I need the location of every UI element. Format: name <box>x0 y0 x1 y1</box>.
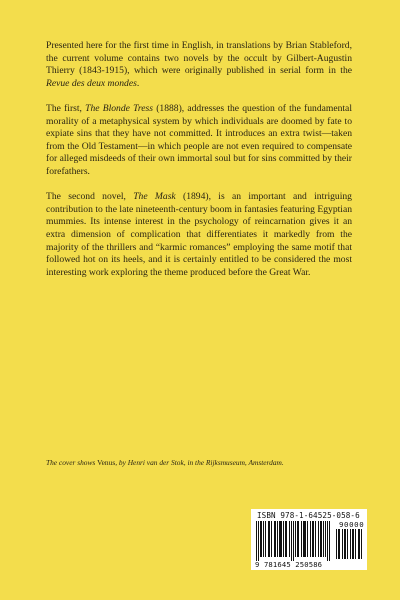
blurb-paragraph-3 <box>46 191 352 279</box>
cover-credit <box>46 458 356 468</box>
isbn-label: ISBN 978-1-64525-058-6 <box>257 511 360 520</box>
novel-title: The Mask <box>133 191 176 203</box>
blurb-text: . <box>136 77 140 89</box>
blurb-text: (1894), is an important and intriguing contribution to the late nineteenth-century boom in fantasies featuring Egyptian mummies. Its intense interest in the psychology of reincarnation gives it an extra dimension of complication that differentiates it markedly from the majority of the thrillers and “karmic romances” employing the same motif that followed hot on its heels, and it is certainly entitled to be considered the most interesting work exploring the theme produced before the Great War. <box>46 191 352 278</box>
blurb-paragraph-1 <box>46 40 352 90</box>
periodical-title: Revue des deux mondes <box>46 77 137 89</box>
addon-barcode-bars <box>335 529 365 559</box>
artwork-title: Venus <box>97 458 116 467</box>
addon-price-digits: 90000 <box>339 520 365 529</box>
blurb-text: (1888), addresses the question of the fundamental morality of a metaphysical system by which individuals are doomed by fate to expiate sins that they have not committed. It introduces an extra twist—taken from the Old Testament—in which people are not even required to compensate for alleged misdeeds of their own immortal soul but for sins committed by their forefathers. <box>46 102 352 177</box>
credit-text: , by Henri van der Stok, in the Rijksmuseum, Amsterdam. <box>115 458 284 467</box>
ean-barcode-bars <box>253 521 333 561</box>
blurb-text: The second novel, <box>46 191 134 203</box>
isbn-barcode <box>251 509 367 570</box>
novel-title: The Blonde Tress <box>85 102 154 114</box>
blurb-text: The first, <box>46 102 86 114</box>
ean-digits: 9 781645 250586 <box>255 560 323 569</box>
blurb-paragraph-2 <box>46 103 352 179</box>
credit-text: The cover shows <box>46 458 98 467</box>
back-cover-blurb <box>46 40 352 292</box>
blurb-text: Presented here for the first time in English, in translations by Brian Stableford, the current volume contains two novels by the occult by Gilbert-Augustin Thierry (1843-1915), which were originally published in serial form in the <box>46 40 352 77</box>
